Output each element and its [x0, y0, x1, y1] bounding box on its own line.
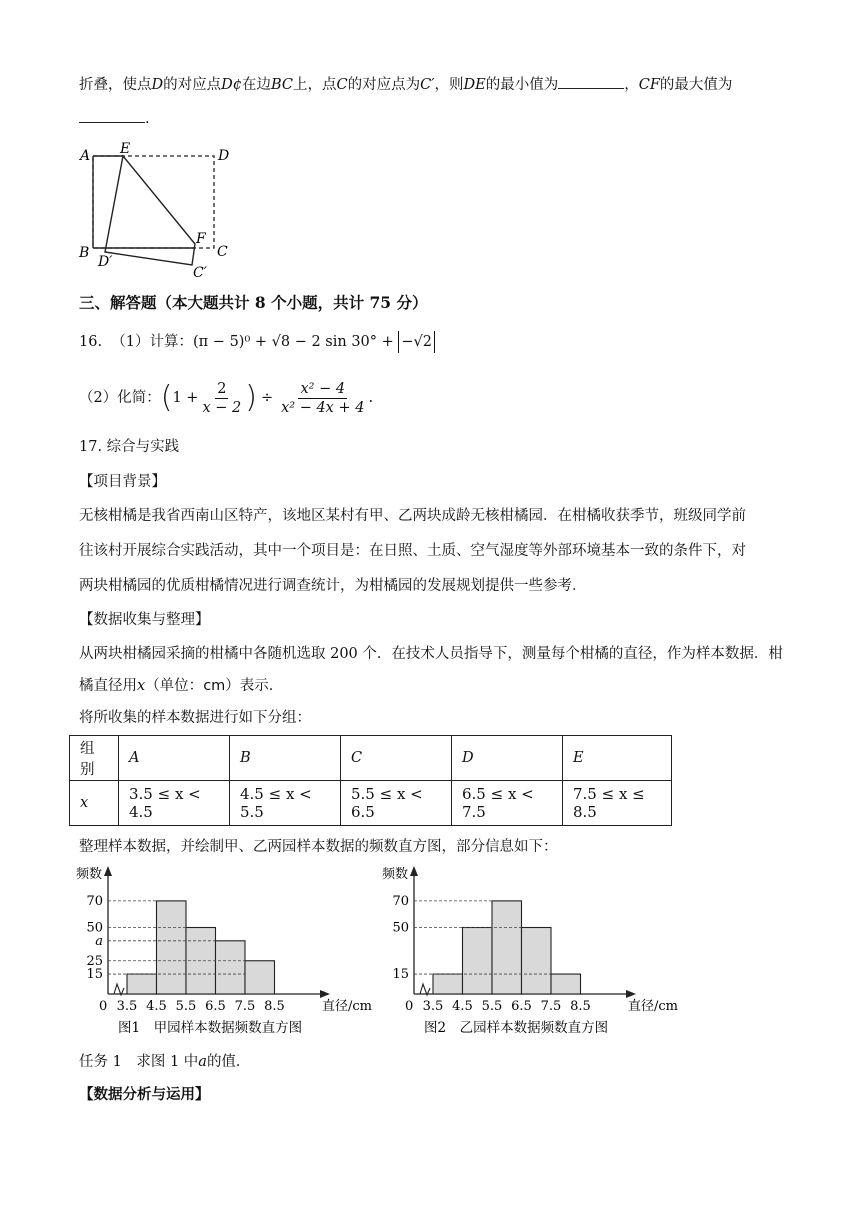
- table-cell: 3.5 ≤ x < 4.5: [119, 781, 230, 826]
- table-cell: 5.5 ≤ x < 6.5: [341, 781, 452, 826]
- data-collection-heading: 【数据收集与整理】: [79, 612, 210, 628]
- x-tick-label: 5.5: [175, 999, 197, 1014]
- text: 橘直径用: [79, 678, 137, 694]
- denominator: x² − 4x + 4: [281, 399, 365, 416]
- part-label: （1）计算：: [111, 334, 194, 350]
- y-tick-label: 50: [392, 920, 409, 936]
- unit-cm: cm: [203, 678, 226, 694]
- figure-caption: 图1 甲园样本数据频数直方图: [118, 1020, 303, 1036]
- table-cell: A: [119, 736, 230, 781]
- var-d-prime: D¢: [221, 77, 242, 93]
- histogram-bar: [433, 974, 463, 994]
- label-d-prime: D′: [98, 254, 113, 270]
- histogram-figure-1: [72, 860, 372, 1040]
- origin-label: 0: [405, 999, 414, 1014]
- background-paragraph-line-2: 往该村开展综合实践活动，其中一个项目是：在日照、土质、空气湿度等外部环境基本一致的条件下，对: [79, 543, 746, 559]
- fraction-1: [200, 380, 243, 417]
- text: 的最小值为: [485, 77, 559, 93]
- y-tick-label: 70: [86, 893, 103, 909]
- data-paragraph-line-2: [79, 676, 283, 696]
- var-bc: BC: [271, 77, 294, 93]
- y-axis-arrow: [104, 866, 112, 876]
- text: 的最大值为: [659, 77, 733, 93]
- x-tick-label: 3.5: [422, 999, 444, 1014]
- divide-sign: ÷: [260, 390, 274, 406]
- axis-break: [420, 984, 430, 995]
- var-d: D: [151, 77, 164, 93]
- text: 的对应点: [163, 77, 222, 93]
- y-tick-label: 70: [392, 893, 409, 909]
- var-x: x: [137, 678, 146, 694]
- text: 的值．: [206, 1054, 251, 1070]
- denominator: x − 2: [202, 399, 242, 416]
- x-tick-label: 5.5: [481, 999, 503, 1014]
- table-cell: E: [563, 736, 672, 781]
- histogram-bar: [127, 974, 157, 994]
- answer-blank-2[interactable]: [79, 108, 145, 123]
- left-paren: (: [160, 380, 173, 415]
- origin-label: 0: [99, 999, 108, 1014]
- var-cf: CF: [638, 77, 660, 93]
- x-tick-label: 8.5: [264, 999, 285, 1014]
- q15-line-1: [79, 74, 732, 95]
- var-a: a: [198, 1054, 207, 1070]
- var-c-prime: C′: [420, 77, 435, 93]
- histogram-bar: [245, 961, 275, 994]
- text: 折叠，使点: [79, 77, 152, 93]
- text: .: [145, 111, 150, 127]
- table-row: [70, 781, 672, 826]
- table-cell: 6.5 ≤ x < 7.5: [452, 781, 563, 826]
- data-paragraph-line-1: 从两块柑橘园采摘的柑橘中各随机选取 200 个．在技术人员指导下，测量每个柑橘的直径，作为样本数据．柑: [79, 646, 783, 662]
- q17-title: 17. 综合与实践: [79, 439, 180, 455]
- period: .: [368, 390, 374, 406]
- right-paren: ): [245, 380, 257, 415]
- x-tick-label: 7.5: [540, 999, 562, 1014]
- question-number: 16.: [79, 334, 103, 350]
- background-paragraph-line-3: 两块柑橘园的优质柑橘情况进行调查统计，为柑橘园的发展规划提供一些参考．: [79, 578, 587, 594]
- label-c: C: [217, 244, 228, 260]
- y-tick-label: 15: [86, 967, 103, 983]
- answer-blank-1[interactable]: [558, 74, 624, 89]
- y-tick-label: a: [95, 933, 103, 949]
- var-de: DE: [463, 77, 486, 93]
- y-axis-arrow: [410, 866, 418, 876]
- x-axis-label: 直径/cm: [322, 999, 372, 1014]
- text: 上，点: [293, 77, 337, 93]
- x-tick-label: 7.5: [234, 999, 256, 1014]
- text: ）表示．: [225, 678, 284, 694]
- fold-figure: [72, 140, 242, 280]
- x-tick-label: 3.5: [116, 999, 138, 1014]
- figure-caption: 图2 乙园样本数据频数直方图: [424, 1020, 609, 1036]
- histogram-bar: [492, 901, 522, 994]
- x-tick-label: 6.5: [205, 999, 226, 1014]
- x-axis-label: 直径/cm: [628, 999, 678, 1014]
- text: 在边: [242, 77, 271, 93]
- label-a: A: [80, 148, 91, 164]
- text: ，则: [434, 77, 464, 93]
- q16-part-2: [79, 374, 373, 422]
- table-cell: x: [70, 781, 119, 826]
- numerator: x² − 4: [300, 380, 346, 397]
- x-tick-label: 4.5: [452, 999, 473, 1014]
- label-d: D: [218, 148, 230, 164]
- group-intro: 将所收集的样本数据进行如下分组：: [79, 710, 311, 726]
- histogram-bar: [551, 974, 581, 994]
- numerator: 2: [217, 380, 227, 397]
- y-tick-label: 25: [86, 953, 103, 969]
- y-tick-label: 50: [86, 920, 103, 936]
- table-cell: B: [230, 736, 341, 781]
- task-1: [79, 1052, 250, 1072]
- text: ，: [624, 77, 639, 93]
- histogram-figure-2: [378, 860, 678, 1040]
- x-axis-arrow: [626, 990, 636, 998]
- histogram-bar: [522, 928, 552, 995]
- text: （单位：: [145, 678, 204, 694]
- var-c: C: [336, 77, 348, 93]
- x-tick-label: 4.5: [146, 999, 167, 1014]
- label-f: F: [196, 231, 206, 247]
- x-tick-label: 6.5: [511, 999, 532, 1014]
- histogram-bar: [216, 941, 246, 994]
- label-e: E: [120, 141, 131, 157]
- axis-break: [114, 984, 124, 995]
- histogram-intro: 整理样本数据，并绘制甲、乙两园样本数据的频数直方图，部分信息如下：: [79, 839, 558, 855]
- fraction-2: [279, 380, 366, 417]
- y-axis-label: 频数: [76, 867, 103, 882]
- part-label: （2）化简：: [79, 390, 161, 406]
- histogram-bar: [463, 928, 493, 995]
- grouping-table: [69, 735, 672, 826]
- absolute-value: −√2: [398, 331, 435, 353]
- table-cell: D: [452, 736, 563, 781]
- y-tick-label: 15: [392, 967, 409, 983]
- label-c-prime: C′: [193, 265, 207, 280]
- q15-line-2: [79, 108, 150, 129]
- background-paragraph-line-1: 无核柑橘是我省西南山区特产，该地区某村有甲、乙两块成龄无核柑橘园．在柑橘收获季节，班级同学前: [79, 508, 746, 524]
- project-background-heading: 【项目背景】: [79, 474, 166, 490]
- text: 任务 1 求图 1 中: [79, 1054, 199, 1070]
- histogram-bar: [157, 901, 187, 994]
- table-cell: 4.5 ≤ x < 5.5: [230, 781, 341, 826]
- q16-part-1: [79, 329, 435, 355]
- math-text: 1 +: [172, 390, 199, 406]
- x-axis-arrow: [320, 990, 330, 998]
- section-title: 三、解答题（本大题共计 8 个小题，共计 75 分）: [79, 293, 428, 312]
- x-tick-label: 8.5: [570, 999, 591, 1014]
- data-analysis-heading: 【数据分析与运用】: [79, 1086, 210, 1103]
- table-cell: 7.5 ≤ x ≤ 8.5: [563, 781, 672, 826]
- table-row: [70, 736, 672, 781]
- label-b: B: [79, 245, 90, 261]
- text: 的对应点为: [347, 77, 421, 93]
- y-axis-label: 频数: [382, 867, 409, 882]
- table-cell: C: [341, 736, 452, 781]
- table-cell: 组别: [70, 736, 119, 781]
- math-expression: (π − 5)⁰ + √8 − 2 sin 30° +: [193, 334, 399, 350]
